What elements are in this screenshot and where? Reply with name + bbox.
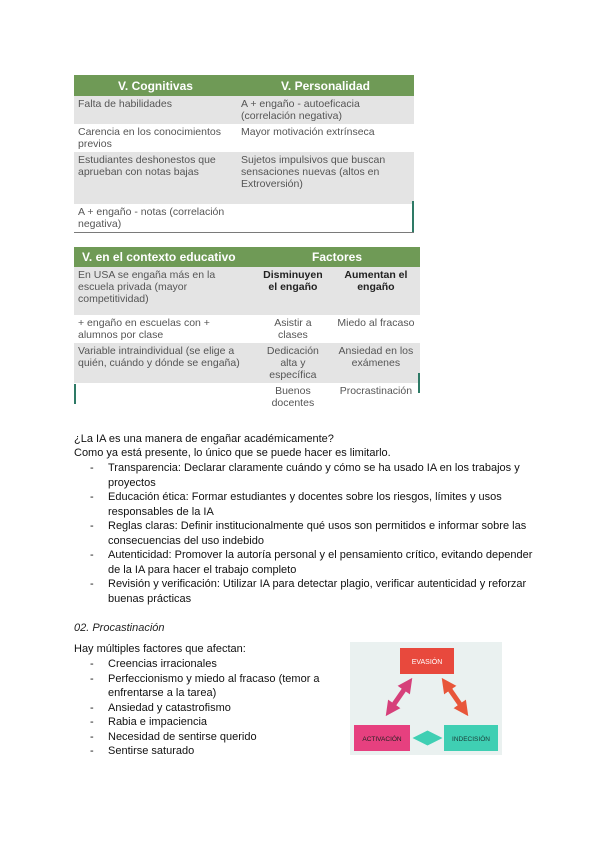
list-item: [74, 657, 344, 672]
list-item: [74, 672, 344, 701]
table2-subheader-disminuyen: Disminuyen el engaño: [254, 267, 332, 315]
dash-marker: -: [90, 578, 94, 590]
table-cell: Dedicación alta y específica: [254, 343, 332, 383]
table-cell: En USA se engaña más en la escuela privada (mayor competitividad): [74, 267, 254, 315]
table-cell: A + engaño - notas (correlación negativa): [74, 204, 237, 234]
list-item-text: Ansiedad y catastrofismo: [108, 701, 231, 714]
table-cognitive-personality: [74, 75, 414, 234]
list-item-text: Transparencia: Declarar claramente cuándo y cómo se ha usado IA en los trabajos y proyectos: [108, 462, 520, 489]
table-row: [74, 267, 420, 315]
ia-question: ¿La IA es una manera de engañar académicamente?: [74, 433, 334, 445]
list-item: [74, 730, 344, 745]
table-cell: Procrastinación: [332, 383, 420, 413]
list-item: [74, 577, 544, 606]
table2-subheader-aumentan: Aumentan el engaño: [332, 267, 420, 315]
list-item-text: Reglas claras: Definir institucionalmente qué usos son permitidos e informar sobre las consecuencias del uso indebido: [108, 520, 527, 547]
list-item-text: Autenticidad: Promover la autoría personal y el pensamiento crítico, evitando depender de la IA para hacer el trabajo completo: [108, 549, 533, 576]
table-educational-context: [74, 247, 420, 413]
list-item-text: Sentirse saturado: [108, 745, 195, 757]
table-row: [74, 152, 414, 204]
list-item: [74, 744, 344, 759]
list-item: [74, 490, 544, 519]
list-item-text: Revisión y verificación: Utilizar IA para detectar plagio, verificar autenticidad y reforzar buenas prácticas: [108, 578, 527, 605]
dash-marker: -: [90, 672, 94, 685]
table-row: [74, 383, 420, 413]
dash-marker: -: [90, 701, 94, 714]
table1-bottom-rule: [74, 232, 414, 233]
list-item: [74, 461, 544, 490]
table1-header-personalidad: V. Personalidad: [237, 75, 414, 96]
list-item: [74, 548, 544, 577]
table-row: [74, 124, 414, 152]
cycle-diagram-svg: [350, 642, 502, 755]
table-row: [74, 315, 420, 343]
list-item-text: Perfeccionismo y miedo al fracaso (temor a enfrentarse a la tarea): [108, 672, 320, 699]
table2-header-contexto: V. en el contexto educativo: [74, 247, 254, 267]
table1-accent-bar: [412, 201, 414, 232]
node-activacion-label: ACTIVACIÓN: [362, 736, 402, 743]
arrow-activacion-evasion: [390, 684, 408, 710]
table2-accent-bar-right: [418, 373, 420, 393]
table-cell: A + engaño - autoeficacia (correlación negativa): [237, 96, 414, 124]
list-item-text: Educación ética: Formar estudiantes y docentes sobre los riesgos, límites y usos responsables de la IA: [108, 491, 502, 518]
table-row: [74, 343, 420, 383]
table-cell: [74, 383, 254, 413]
ia-measures-list: [74, 461, 544, 606]
list-item: [74, 701, 344, 716]
node-evasion-label: EVASIÓN: [411, 659, 443, 666]
table-cell: Sujetos impulsivos que buscan sensaciones nuevas (altos en Extroversión): [237, 152, 414, 204]
table-row: [74, 96, 414, 124]
list-item: [74, 715, 344, 730]
table1-header-cognitivas: V. Cognitivas: [74, 75, 237, 96]
table-cell: [237, 204, 414, 234]
dash-marker: -: [90, 716, 94, 728]
list-item-text: Creencias irracionales: [108, 658, 217, 670]
procrastination-intro: Hay múltiples factores que afectan:: [74, 643, 246, 655]
table-cell: Estudiantes deshonestos que aprueban con notas bajas: [74, 152, 237, 204]
table-cell: + engaño en escuelas con + alumnos por clase: [74, 315, 254, 343]
table-cell: Falta de habilidades: [74, 96, 237, 124]
dash-marker: -: [90, 745, 94, 757]
table-row: [74, 204, 414, 234]
dash-marker: -: [90, 491, 94, 503]
node-indecision-label: INDECISIÓN: [452, 736, 490, 743]
table-cell: Variable intraindividual (se elige a quién, cuándo y dónde se engaña): [74, 343, 254, 383]
procrastination-cycle-diagram: [350, 642, 502, 755]
procrastination-factors-list: [74, 657, 344, 759]
section-heading-procrastination: 02. Procastinación: [74, 622, 165, 634]
table-cell: Asistir a clases: [254, 315, 332, 343]
dash-marker: -: [90, 462, 94, 474]
table2-header-factores: Factores: [254, 247, 420, 267]
table2-accent-bar-left: [74, 384, 76, 404]
dash-marker: -: [90, 658, 94, 670]
table-cell: Carencia en los conocimientos previos: [74, 124, 237, 152]
table-cell: Mayor motivación extrínseca: [237, 124, 414, 152]
list-item: [74, 519, 544, 548]
dash-marker: -: [90, 520, 94, 532]
table-cell: Buenos docentes: [254, 383, 332, 413]
arrow-evasion-indecision: [446, 684, 464, 710]
list-item-text: Rabia e impaciencia: [108, 716, 208, 728]
table-cell: Miedo al fracaso: [332, 315, 420, 343]
ia-statement: Como ya está presente, lo único que se puede hacer es limitarlo.: [74, 447, 391, 459]
dash-marker: -: [90, 730, 94, 743]
table-cell: Ansiedad en los exámenes: [332, 343, 420, 383]
list-item-text: Necesidad de sentirse querido: [108, 730, 257, 743]
dash-marker: -: [90, 549, 94, 561]
